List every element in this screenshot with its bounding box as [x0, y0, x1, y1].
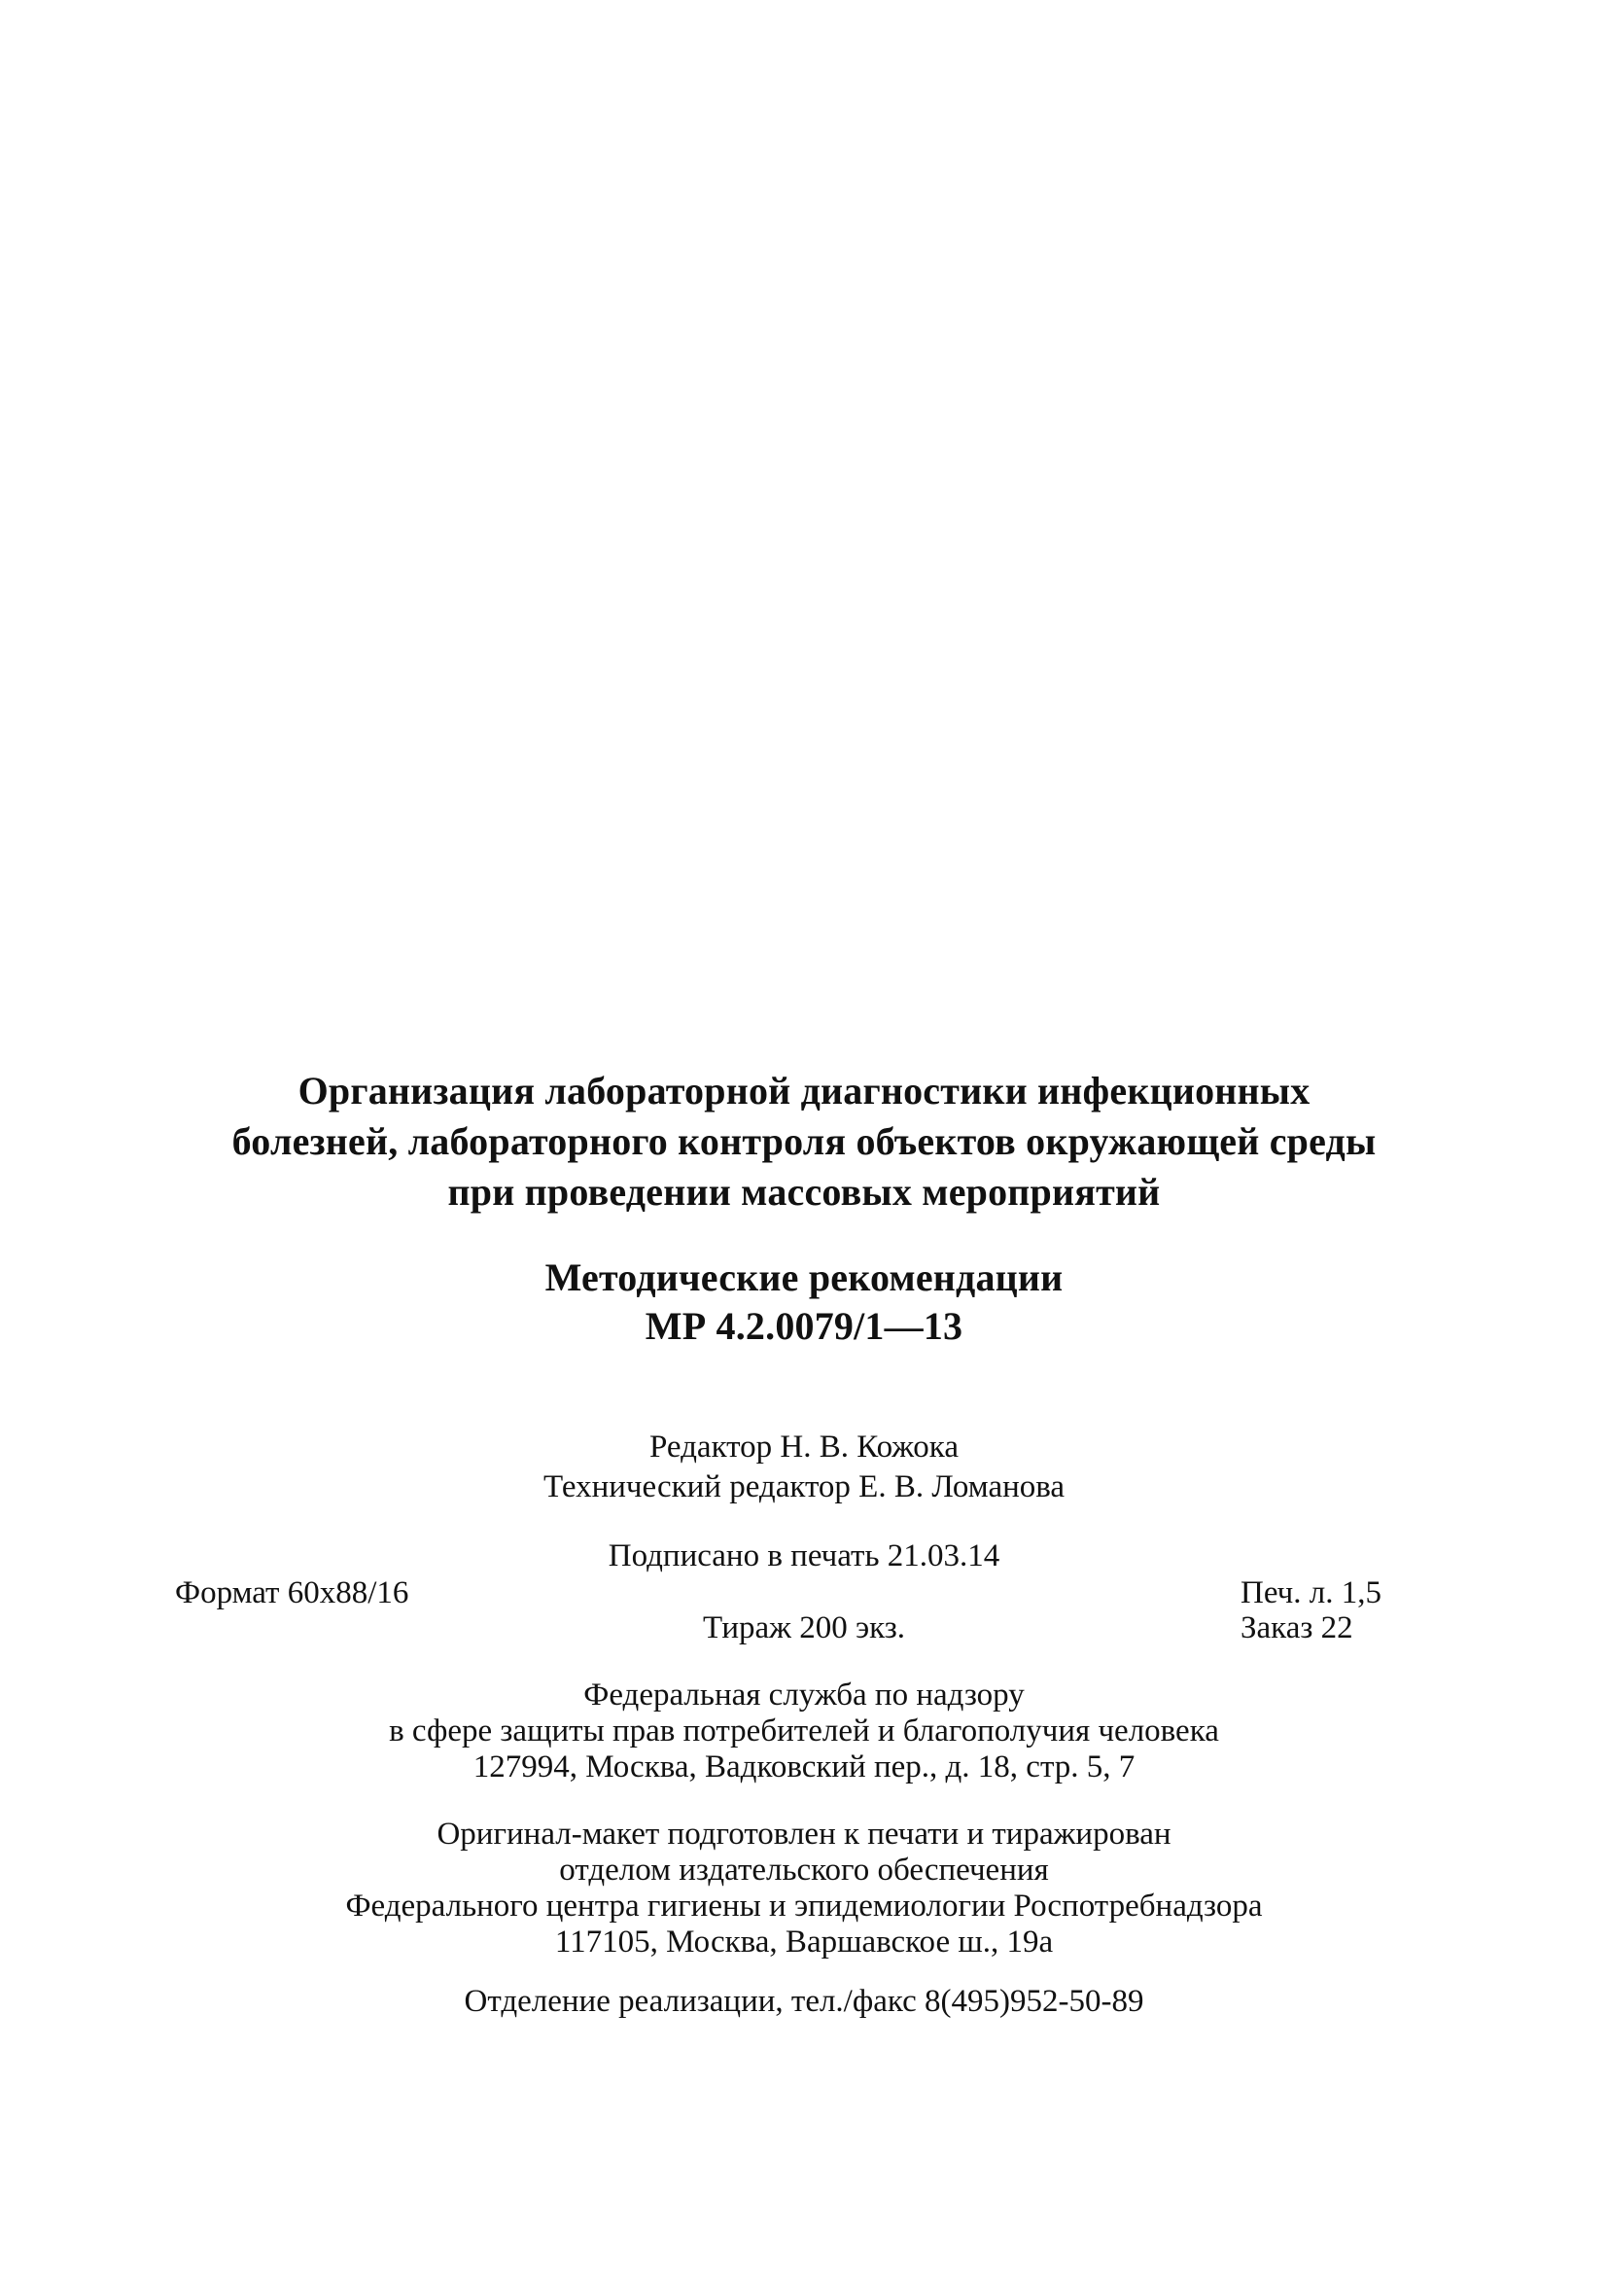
- sales-contact: Отделение реализации, тел./факс 8(495)952-50-89: [464, 1984, 1144, 2019]
- publisher-line-1: Федеральная служба по надзору: [583, 1678, 1025, 1713]
- tech-editor-credit: Технический редактор Е. В. Ломанова: [542, 1469, 1066, 1504]
- publisher-address: 127994, Москва, Вадковский пер., д. 18, стр. 5, 7: [472, 1749, 1136, 1784]
- layout-maker-address: 117105, Москва, Варшавское ш., 19а: [554, 1925, 1054, 1960]
- editor-credit: Редактор Н. В. Кожока: [649, 1430, 959, 1465]
- document-number: МР 4.2.0079/1—13: [645, 1304, 963, 1348]
- paper-format: Формат 60х88/16: [175, 1575, 409, 1610]
- publisher-line-2: в сфере защиты прав потребителей и благополучия человека: [389, 1713, 1219, 1748]
- title-line-2: болезней, лабораторного контроля объектов окружающей среды: [231, 1119, 1377, 1163]
- layout-maker-line-2: отделом издательского обеспечения: [559, 1853, 1049, 1888]
- signed-to-print: Подписано в печать 21.03.14: [608, 1538, 1000, 1573]
- order-number: Заказ 22: [1241, 1610, 1353, 1645]
- title-line-1: Организация лабораторной диагностики инфекционных: [297, 1069, 1311, 1113]
- layout-maker-line-1: Оригинал-макет подготовлен к печати и тиражирован: [437, 1817, 1171, 1852]
- print-run: Тираж 200 экз.: [703, 1610, 905, 1645]
- printed-sheets: Печ. л. 1,5: [1241, 1575, 1381, 1610]
- layout-maker-line-3: Федерального центра гигиены и эпидемиологии Роспотребнадзора: [345, 1889, 1263, 1924]
- document-type: Методические рекомендации: [544, 1255, 1064, 1299]
- title-line-3: при проведении массовых мероприятий: [447, 1170, 1161, 1214]
